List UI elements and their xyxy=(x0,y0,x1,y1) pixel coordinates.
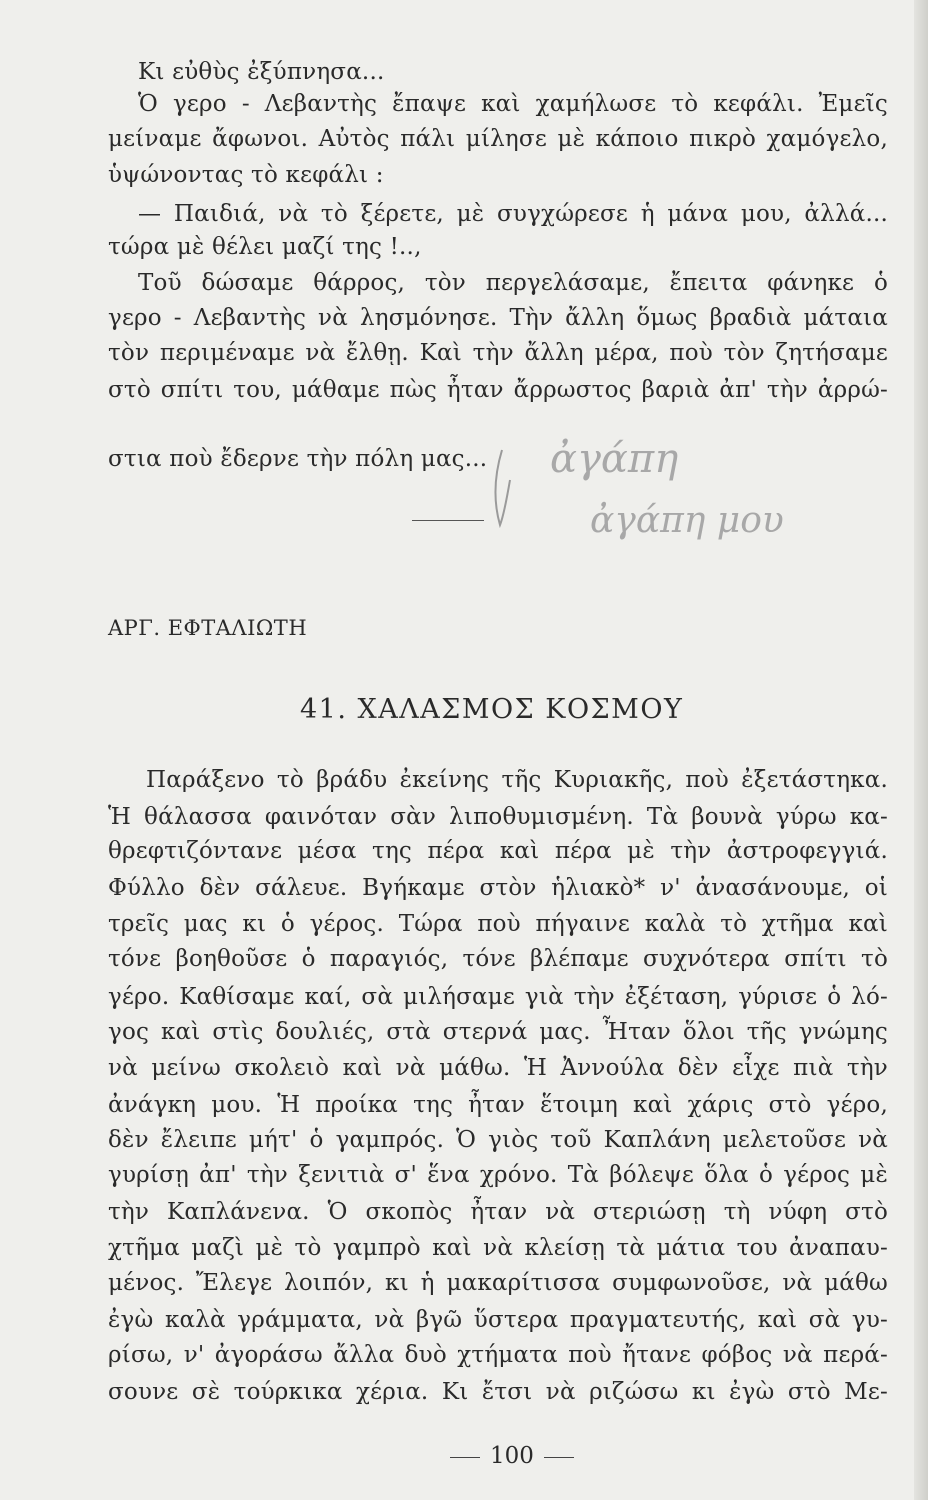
handwriting-line-1: ἀγάπη xyxy=(550,436,679,482)
text-line: γος καὶ στὶς δουλιές, στὰ στερνά μας. Ἦταν ὅλοι τῆς γνώμης xyxy=(108,1019,888,1045)
page-number-value: 100 xyxy=(490,1443,534,1469)
text-line: Κι εὐθὺς ἐξύπνησα... xyxy=(138,59,385,85)
text-line: δὲν ἔλειπε μήτ' ὁ γαμπρός. Ὁ γιὸς τοῦ Καπλάνη μελετοῦσε νὰ xyxy=(108,1127,888,1153)
text-line: γυρίσῃ ἀπ' τὴν ξενιτιὰ σ' ἕνα χρόνο. Τὰ βόλεψε ὅλα ὁ γέρος μὲ xyxy=(108,1162,888,1188)
text-line: ρίσω, ν' ἀγοράσω ἄλλα δυὸ χτήματα ποὺ ἤτανε φόβος νὰ περά- xyxy=(108,1342,888,1368)
text-line: τώρα μὲ θέλει μαζί της !.., xyxy=(108,234,422,260)
text-line: Ὁ γερο - Λεβαντὴς ἔπαψε καὶ χαμήλωσε τὸ κεφάλι. Ἐμεῖς xyxy=(138,91,888,117)
text-line: νὰ μείνω σκολειὸ καὶ νὰ μάθω. Ἡ Ἀννούλα δὲν εἶχε πιὰ τὴν xyxy=(108,1055,888,1081)
text-line: στὸ σπίτι του, μάθαμε πὼς ἦταν ἄρρωστος βαριὰ ἀπ' τὴν ἀρρώ- xyxy=(108,377,888,403)
text-line: τὴν Καπλάνενα. Ὁ σκοπὸς ἦταν νὰ στεριώσῃ τὴ νύφη στὸ xyxy=(108,1199,888,1225)
text-line: χτῆμα μαζὶ μὲ τὸ γαμπρὸ καὶ νὰ κλείσῃ τὰ μάτια του ἀναπαυ- xyxy=(108,1235,888,1261)
page-number-dash-right xyxy=(544,1457,574,1458)
text-line: ὑψώνοντας τὸ κεφάλι : xyxy=(108,162,384,188)
text-line: τόνε βοηθοῦσε ὁ παραγιός, τόνε βλέπαμε συχνότερα σπίτι τὸ xyxy=(108,946,888,972)
text-line: σουνε σὲ τούρκικα χέρια. Κι ἔτσι νὰ ριζώσω κι ἐγὼ στὸ Με- xyxy=(108,1379,888,1405)
text-line: ἀνάγκη μου. Ἡ προίκα της ἦταν ἕτοιμη καὶ χάρις στὸ γέρο, xyxy=(108,1092,888,1118)
text-line: τρεῖς μας κι ὁ γέρος. Τώρα ποὺ πήγαινε καλὰ τὸ χτῆμα καὶ xyxy=(108,911,888,937)
section-divider xyxy=(412,520,484,521)
chapter-title: 41. ΧΑΛΑΣΜΟΣ ΚΟΣΜΟΥ xyxy=(300,694,684,725)
page-number xyxy=(440,1443,584,1469)
handwritten-annotation xyxy=(480,420,840,560)
text-line: Παράξενο τὸ βράδυ ἐκείνης τῆς Κυριακῆς, ποὺ ἐξετάστηκα. xyxy=(146,767,888,793)
author-name: ΑΡΓ. ΕΦΤΑΛΙΩΤΗ xyxy=(108,616,308,640)
page-number-dash-left xyxy=(450,1457,480,1458)
text-line: ἐγὼ καλὰ γράμματα, νὰ βγῶ ὕστερα πραγματευτής, καὶ σὰ γυ- xyxy=(108,1307,888,1333)
text-line: Φύλλο δὲν σάλευε. Βγήκαμε στὸν ἡλιακὸ* ν' ἀνασάνουμε, οἱ xyxy=(108,875,888,901)
handwriting-line-2: ἀγάπη μου xyxy=(590,500,784,541)
text-line: γερο - Λεβαντὴς νὰ λησμόνησε. Τὴν ἄλλη ὅμως βραδιὰ μάταια xyxy=(108,305,888,331)
text-line: Τοῦ δώσαμε θάρρος, τὸν περγελάσαμε, ἔπειτα φάνηκε ὁ xyxy=(138,270,888,296)
text-line: θρεφτιζόντανε μέσα της πέρα καὶ πέρα μὲ τὴν ἀστροφεγγιά. xyxy=(108,838,888,864)
page-spine-shadow xyxy=(914,0,928,1500)
text-line: — Παιδιά, νὰ τὸ ξέρετε, μὲ συγχώρεσε ἡ μάνα μου, ἀλλά... xyxy=(138,201,888,227)
text-line: στια ποὺ ἔδερνε τὴν πόλη μας... xyxy=(108,446,488,472)
text-line: γέρο. Καθίσαμε καί, σὰ μιλήσαμε γιὰ τὴν ἐξέταση, γύρισε ὁ λό- xyxy=(108,984,888,1010)
text-line: Ἡ θάλασσα φαινόταν σὰν λιποθυμισμένη. Τὰ βουνὰ γύρω κα- xyxy=(108,804,888,830)
text-line: μείναμε ἄφωνοι. Αὐτὸς πάλι μίλησε μὲ κάποιο πικρὸ χαμόγελο, xyxy=(108,126,888,152)
text-line: τὸν περιμέναμε νὰ ἔλθῃ. Καὶ τὴν ἄλλη μέρα, ποὺ τὸν ζητήσαμε xyxy=(108,340,888,366)
text-line: μένος. Ἔλεγε λοιπόν, κι ἡ μακαρίτισσα συμφωνοῦσε, νὰ μάθω xyxy=(108,1270,888,1296)
